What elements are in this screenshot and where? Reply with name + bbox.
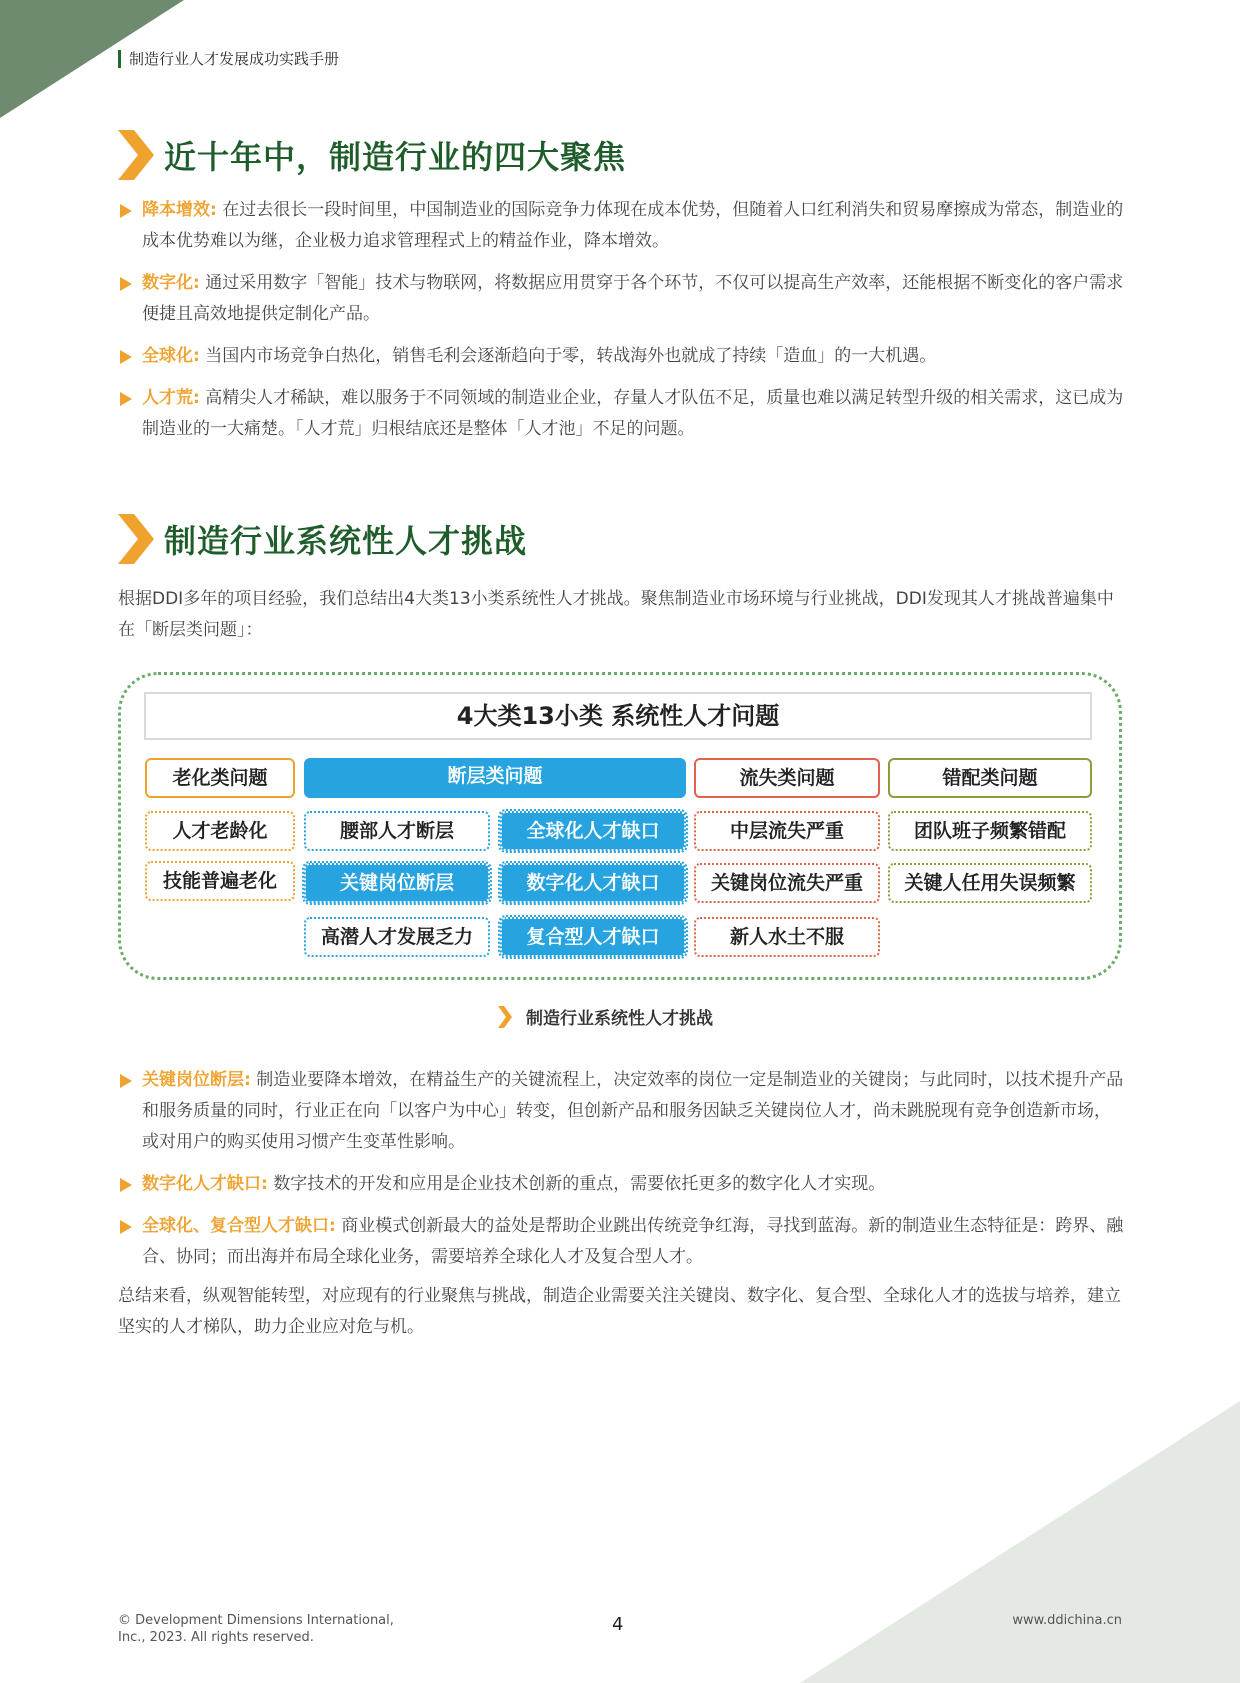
list-item	[118, 268, 1124, 330]
bullet-arrow-icon	[120, 350, 132, 364]
list-item	[118, 1211, 1124, 1273]
bullet-arrow-icon	[120, 1220, 132, 1234]
bullet-arrow-icon	[120, 204, 132, 218]
bullet-arrow-icon	[120, 1074, 132, 1088]
section2-intro: 根据DDI多年的项目经验，我们总结出4大类13小类系统性人才挑战。聚焦制造业市场环境与行业挑战，DDI发现其人才挑战普遍集中在「断层类问题」：	[118, 589, 1114, 640]
list-item	[118, 341, 1124, 372]
item-key: 数字化:	[142, 273, 200, 293]
list-item	[118, 195, 1124, 257]
item-key: 关键岗位断层:	[142, 1070, 251, 1090]
loss-item: 关键岗位流失严重	[694, 863, 880, 903]
section1-list	[118, 195, 1124, 456]
loss-item: 中层流失严重	[694, 811, 880, 851]
item-key: 降本增效:	[142, 200, 217, 220]
category-gap: 断层类问题	[304, 758, 686, 798]
caption-text: 制造行业系统性人才挑战	[526, 1009, 713, 1029]
copyright-line: © Development Dimensions International,	[118, 1613, 394, 1628]
bullet-arrow-icon	[120, 277, 132, 291]
conclusion-paragraph: 总结来看，纵观智能转型，对应现有的行业聚焦与挑战，制造企业需要关注关键岗、数字化、复合型、全球化人才的选拔与培养，建立坚实的人才梯队，助力企业应对危与机。	[118, 1286, 1121, 1337]
list-item	[118, 1065, 1124, 1158]
diagram-title: 4大类13小类 系统性人才问题	[144, 692, 1092, 740]
corner-decoration-bottom	[800, 1401, 1240, 1683]
section2-list	[118, 1065, 1124, 1284]
item-key: 人才荒:	[142, 388, 200, 408]
chevron-icon	[118, 130, 154, 180]
gap-item: 全球化人才缺口	[500, 811, 686, 851]
bullet-arrow-icon	[120, 392, 132, 406]
item-text: 当国内市场竞争白热化，销售毛利会逐渐趋向于零，转战海外也就成了持续「造血」的一大机遇。	[205, 346, 937, 366]
gap-item: 复合型人才缺口	[500, 917, 686, 957]
section1-title: 近十年中，制造行业的四大聚焦	[164, 138, 627, 176]
item-text: 高精尖人才稀缺，难以服务于不同领域的制造业企业，存量人才队伍不足，质量也难以满足转型升级的相关需求，这已成为制造业的一大痛楚。「人才荒」归根结底还是整体「人才池」不足的问题。	[142, 388, 1124, 439]
item-key: 全球化:	[142, 346, 200, 366]
gap-item: 腰部人才断层	[304, 811, 490, 851]
category-aging: 老化类问题	[145, 758, 295, 798]
loss-item: 新人水土不服	[694, 917, 880, 957]
list-item	[118, 1169, 1124, 1200]
item-text: 商业模式创新最大的益处是帮助企业跳出传统竞争红海，寻找到蓝海。新的制造业生态特征是：跨界、融合、协同；而出海并布局全球化业务，需要培养全球化人才及复合型人才。	[142, 1216, 1124, 1267]
page-number: 4	[612, 1614, 624, 1635]
aging-item: 技能普遍老化	[145, 861, 295, 901]
gap-item: 数字化人才缺口	[500, 863, 686, 903]
figure-caption	[498, 1004, 713, 1029]
running-header: 制造行业人才发展成功实践手册	[118, 50, 339, 68]
aging-item: 人才老龄化	[145, 811, 295, 851]
gap-item: 高潜人才发展乏力	[304, 917, 490, 957]
section2-title: 制造行业系统性人才挑战	[164, 522, 528, 560]
item-text: 在过去很长一段时间里，中国制造业的国际竞争力体现在成本优势，但随着人口红利消失和贸易摩擦成为常态，制造业的成本优势难以为继，企业极力追求管理程式上的精益作业，降本增效。	[142, 200, 1124, 251]
section1-heading	[118, 130, 626, 180]
item-text: 数字技术的开发和应用是企业技术创新的重点，需要依托更多的数字化人才实现。	[273, 1174, 886, 1194]
gap-item: 关键岗位断层	[304, 863, 490, 903]
bullet-arrow-icon	[120, 1178, 132, 1192]
list-item	[118, 383, 1124, 445]
category-mismatch: 错配类问题	[888, 758, 1092, 798]
copyright	[118, 1612, 394, 1646]
item-text: 制造业要降本增效，在精益生产的关键流程上，决定效率的岗位一定是制造业的关键岗；与此同时，以技术提升产品和服务质量的同时，行业正在向「以客户为中心」转变，但创新产品和服务因缺乏关键岗位人才，尚未跳脱现有竞争创造新市场，或对用户的购买使用习惯产生变革性影响。	[142, 1070, 1124, 1152]
category-loss: 流失类问题	[694, 758, 880, 798]
copyright-line: Inc., 2023. All rights reserved.	[118, 1630, 314, 1645]
website-link[interactable]: www.ddichina.cn	[1012, 1613, 1122, 1628]
mismatch-item: 团队班子频繁错配	[888, 811, 1092, 851]
item-key: 全球化、复合型人才缺口:	[142, 1216, 336, 1236]
mismatch-item: 关键人任用失误频繁	[888, 863, 1092, 903]
caption-chevron-icon	[498, 1006, 512, 1028]
item-key: 数字化人才缺口:	[142, 1174, 268, 1194]
item-text: 通过采用数字「智能」技术与物联网，将数据应用贯穿于各个环节，不仅可以提高生产效率，还能根据不断变化的客户需求便捷且高效地提供定制化产品。	[142, 273, 1124, 324]
chevron-icon	[118, 514, 154, 564]
section2-heading	[118, 514, 527, 564]
